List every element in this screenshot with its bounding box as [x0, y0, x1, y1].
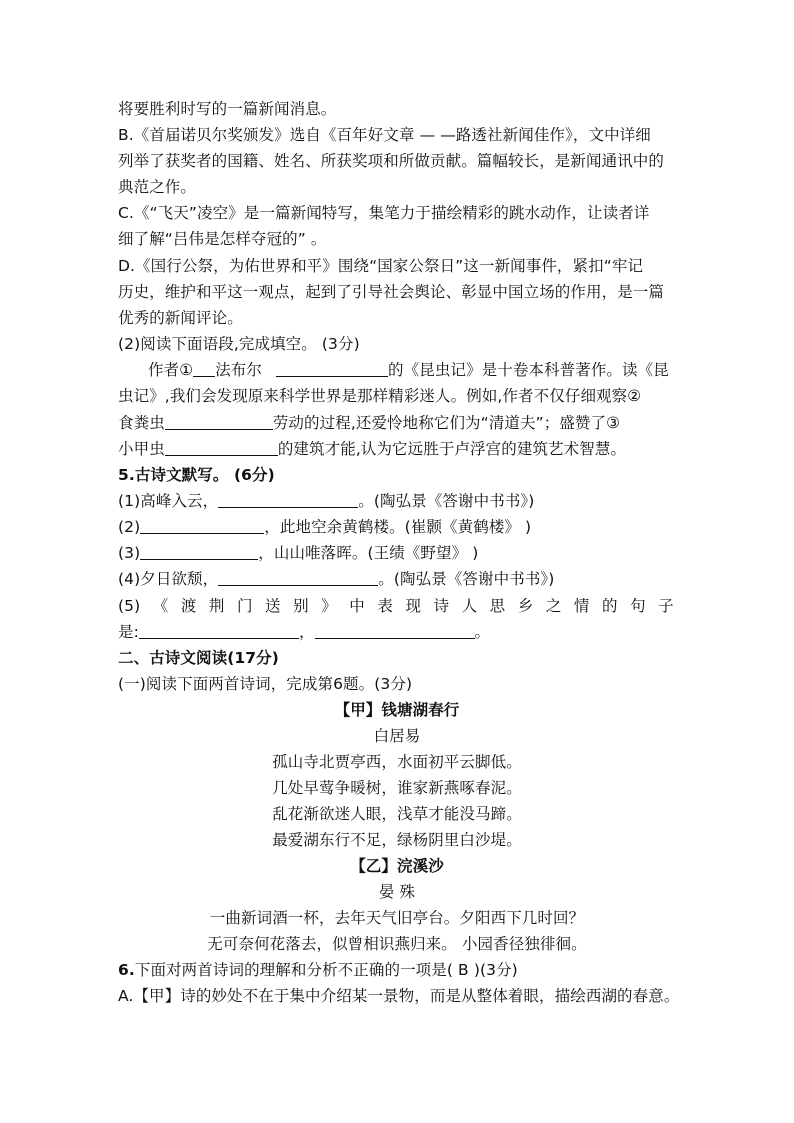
option-c-line: C.《“飞天”凌空》是一篇新闻特写，集笔力于描绘精彩的跳水动作，让读者详: [118, 204, 650, 222]
text-segment: 食粪虫: [118, 414, 165, 432]
q5-item-2: [118, 514, 531, 540]
char: 送: [265, 597, 281, 615]
fill-paragraph-line-2: 虫记》,我们会发现原来科学世界是那样精彩迷人。例如,作者不仅仔细观察②: [118, 387, 642, 405]
text-segment: ，此地空余黄鹤楼。(崔颢《黄鹤楼》 ): [264, 518, 532, 536]
text-segment: 下面对两首诗词的理解和分析不正确的一项是(: [134, 961, 454, 979]
text-segment: 劳动的过程,还爱怜地称它们为“清道夫”；盛赞了③: [272, 414, 621, 432]
question-6-stem: [118, 957, 518, 983]
section-2-sub-heading: (一)阅读下面两首诗词，完成第6题。(3分): [118, 675, 413, 693]
q5-item-3: [118, 540, 478, 566]
char: 子: [658, 597, 674, 615]
text-line: 列举了获奖者的国籍、姓名、所获奖项和所做贡献。篇幅较长，是新闻通讯中的: [118, 152, 665, 170]
q5-item-5-answer-line: [118, 619, 490, 645]
blank-q5-5b[interactable]: [315, 620, 475, 639]
text-line: 典范之作。: [118, 178, 197, 196]
char: 情: [573, 597, 590, 615]
char: 人: [461, 597, 478, 615]
q5-item-4: [118, 566, 554, 592]
option-d-line: D.《国行公祭，为佑世界和平》围绕“国家公祭日”这一新闻事件，紧扣“牢记: [118, 257, 644, 275]
text-segment: (4)夕日欲颓，: [118, 570, 219, 588]
poem-2-author: 晏 殊: [378, 883, 416, 901]
blank-2[interactable]: [165, 411, 273, 430]
char: 别: [293, 597, 309, 615]
text-line: 将要胜利时写的一篇新闻消息。: [118, 100, 337, 118]
text-line: 细了解“吕伟是怎样夺冠的” 。: [118, 230, 327, 248]
blank-3[interactable]: [165, 437, 278, 456]
blank-lead: [193, 358, 215, 377]
char: 门: [236, 597, 253, 615]
blank-1[interactable]: [276, 358, 388, 377]
text-segment: ，: [298, 623, 315, 641]
blank-q5-2[interactable]: [140, 515, 264, 534]
question-number: 6.: [118, 961, 135, 979]
poem-1-author: 白居易: [373, 727, 421, 745]
char: 渡: [180, 597, 197, 615]
poem-2-title: 【乙】浣溪沙: [350, 857, 444, 875]
text-segment: (3): [118, 544, 141, 562]
char: 现: [405, 597, 422, 615]
poem-2-line: 无可奈何花落去，似曾相识燕归来。 小园香径独徘徊。: [207, 935, 587, 953]
blank-q5-1[interactable]: [218, 489, 358, 508]
question-5-heading: 5.古诗文默写。 (6分): [118, 466, 275, 484]
char: 思: [489, 597, 506, 615]
fill-paragraph-line-1: [148, 357, 669, 383]
text-segment: 。(陶弘景《答谢中书书》): [378, 570, 555, 588]
text-segment: (1)高峰入云，: [118, 492, 219, 510]
poem-1-line: 几处早莺争暖树，谁家新燕啄春泥。: [272, 779, 522, 797]
text-segment: 。(陶弘景《答谢中书书》): [358, 492, 535, 510]
q5-item-5: [118, 593, 674, 619]
text-segment: 是:: [118, 623, 139, 641]
text-segment: (2): [118, 518, 141, 536]
text-line: 优秀的新闻评论。: [118, 309, 243, 327]
char: 句: [630, 597, 646, 615]
answer-choice: B: [453, 961, 474, 979]
question-4-2-heading: (2)阅读下面语段,完成填空。 (3分): [118, 335, 360, 353]
text-segment: 。: [474, 623, 491, 641]
fill-paragraph-line-3: [118, 410, 620, 436]
text-segment: 小甲虫: [118, 440, 165, 458]
blank-q5-3[interactable]: [140, 541, 258, 560]
poem-1-line: 孤山寺北贾亭西，水面初平云脚低。: [272, 753, 522, 771]
poem-1-title: 【甲】钱塘湖春行: [334, 701, 460, 719]
poem-1-line: 最爱湖东行不足，绿杨阴里白沙堤。: [272, 831, 522, 849]
char: 的: [601, 597, 618, 615]
text-segment: ，山山唯落晖。(王绩《野望》 ): [258, 544, 479, 562]
section-2-heading: 二、古诗文阅读(17分): [118, 649, 279, 667]
char: 乡: [517, 597, 534, 615]
char: 荆: [208, 597, 225, 615]
fill-paragraph-line-4: [118, 436, 626, 462]
blank-q5-5a[interactable]: [139, 620, 299, 639]
char: 中: [349, 597, 365, 615]
char: 》: [321, 597, 337, 615]
q6-option-a: A.【甲】诗的妙处不在于集中介绍某一景物，而是从整体着眼，描绘西湖的春意。: [118, 987, 680, 1005]
poem-2-line: 一曲新词酒一杯，去年天气旧亭台。夕阳西下几时回？: [209, 909, 585, 927]
text-segment: )(3分): [473, 961, 518, 979]
option-b-line: B.《首届诺贝尔奖颁发》选自《百年好文章 — —路透社新闻佳作》，文中详细: [118, 126, 651, 144]
char: 之: [545, 597, 562, 615]
char: 《: [152, 597, 169, 615]
text-segment: 的《昆虫记》是十卷本科普著作。读《昆: [388, 361, 669, 379]
char: 表: [377, 597, 393, 615]
answer-author: 法布尔: [215, 361, 263, 379]
char: 诗: [433, 597, 450, 615]
blank-q5-4[interactable]: [218, 567, 378, 586]
q5-item-1: [118, 488, 534, 514]
text-segment: 的建筑才能,认为它远胜于卢浮宫的建筑艺术智慧。: [277, 440, 627, 458]
char: (5): [118, 597, 141, 615]
poem-1-line: 乱花渐欲迷人眼，浅草才能没马蹄。: [272, 805, 522, 823]
text-line: 历史，维护和平这一观点，起到了引导社会舆论、彰显中国立场的作用，是一篇: [118, 283, 665, 301]
text-segment: 作者①: [148, 361, 194, 379]
